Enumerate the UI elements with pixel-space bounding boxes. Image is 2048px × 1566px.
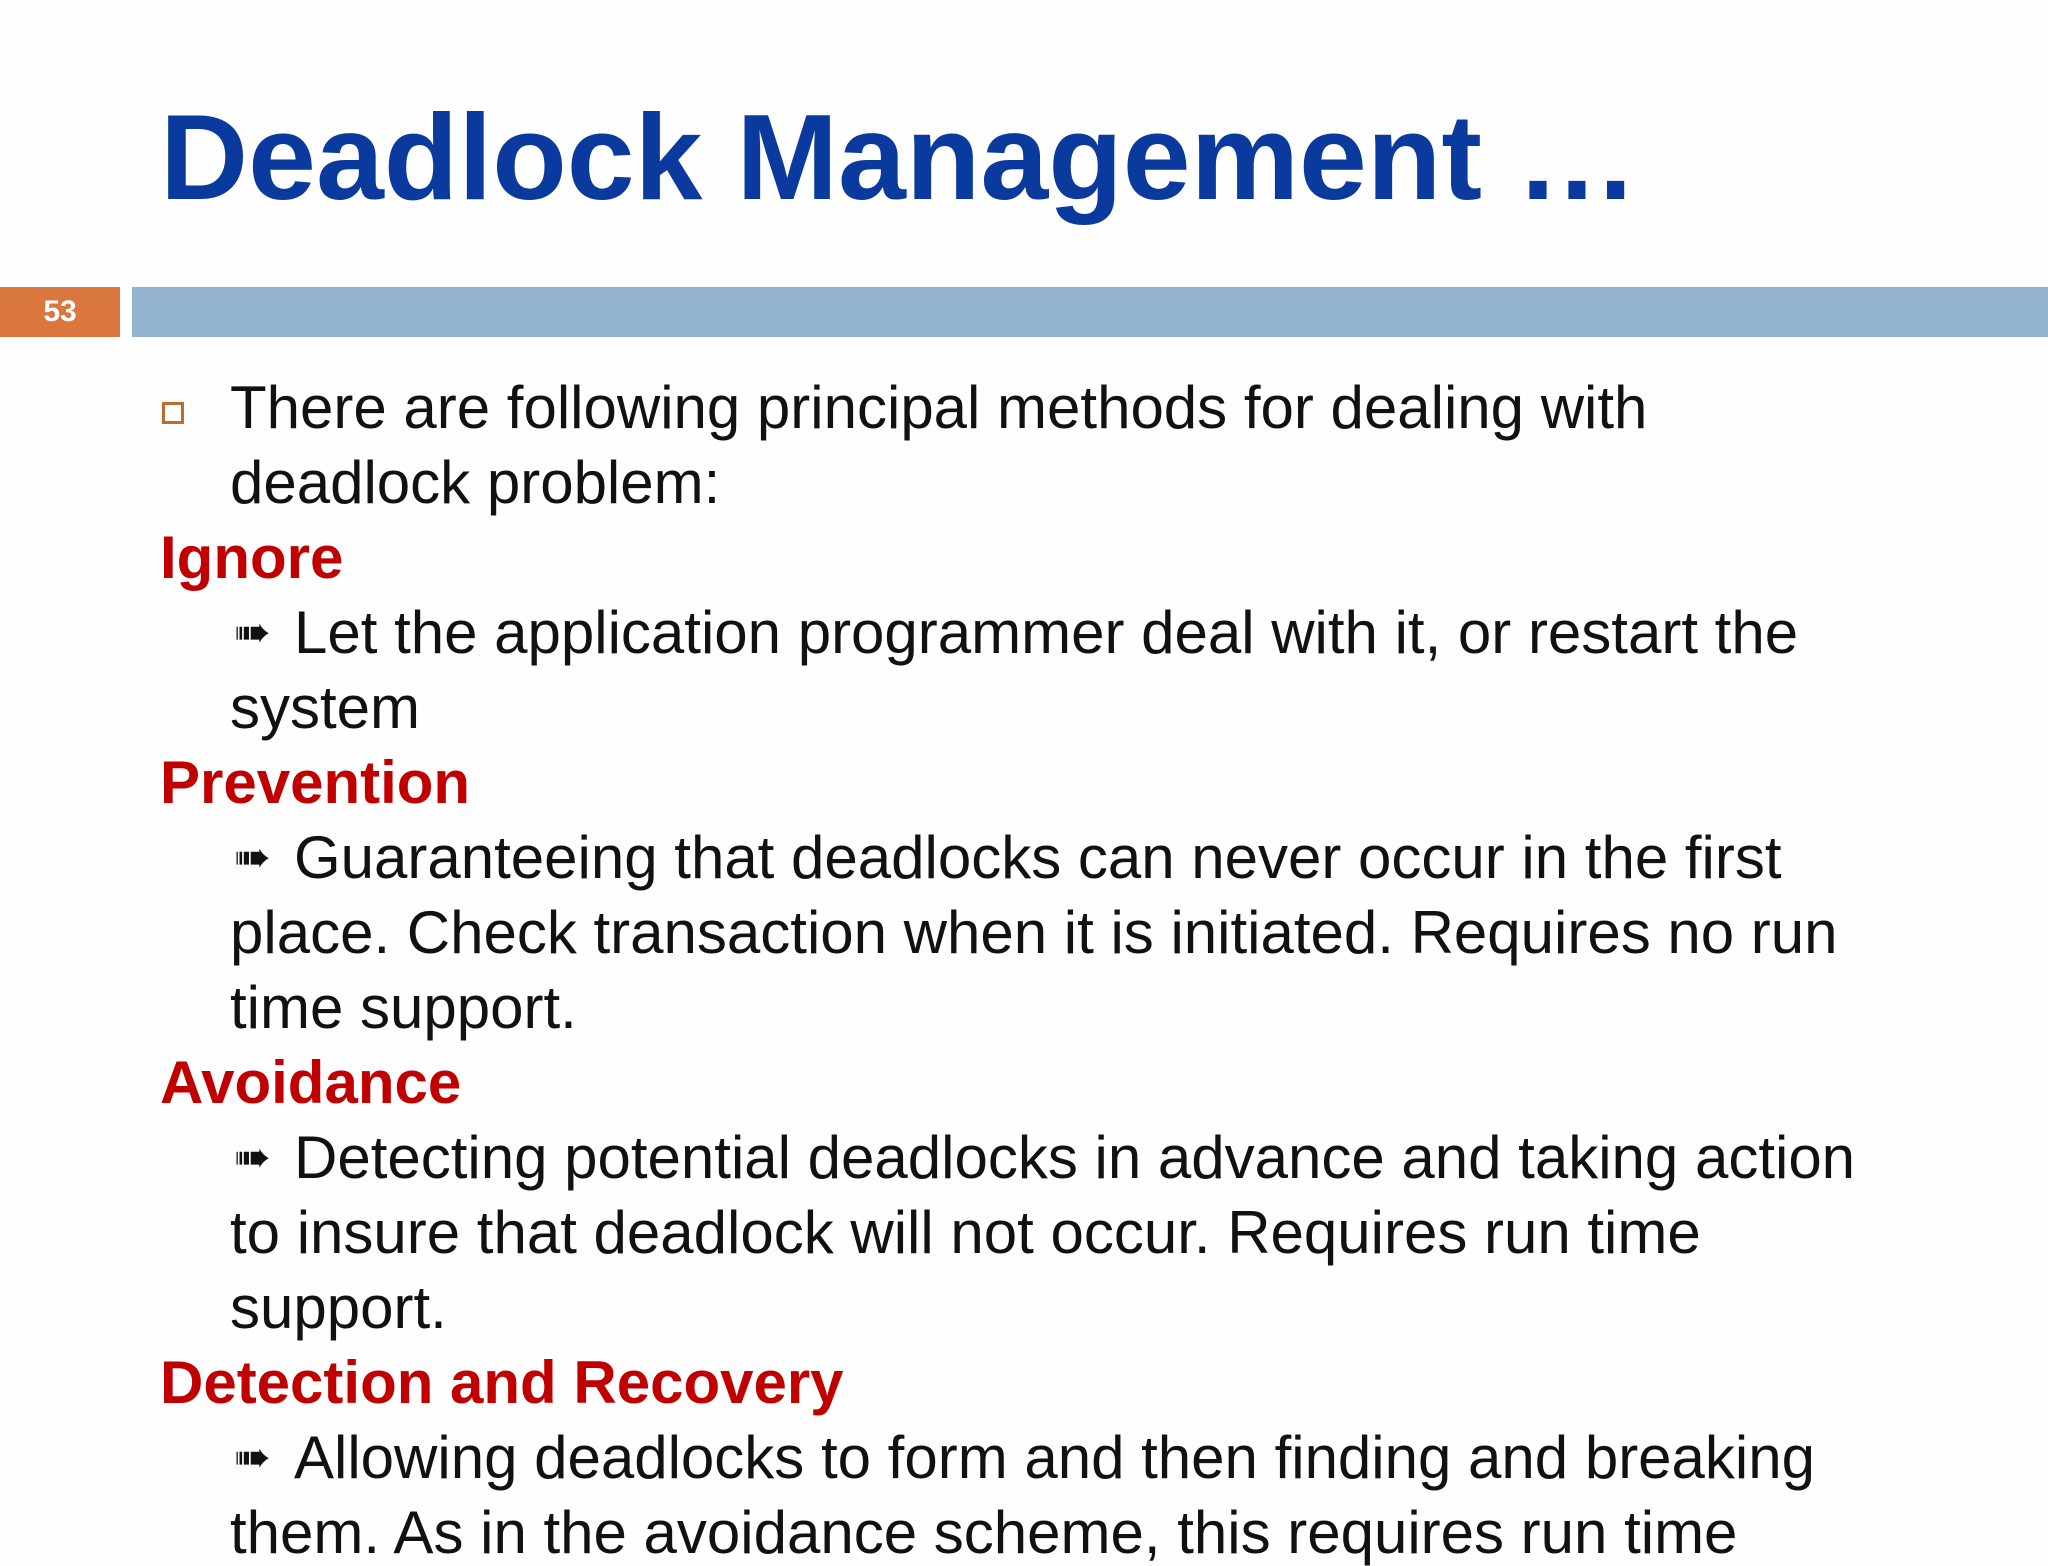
method-description-line: place. Check transaction when it is initiated. Requires no run — [230, 899, 1838, 966]
method-description-line: ➠ Allowing deadlocks to form and then finding and breaking — [234, 1424, 1815, 1491]
method-description-line: ➠ Detecting potential deadlocks in advance and taking action — [234, 1124, 1856, 1191]
method-heading-detection-and-recovery: Detection and Recovery — [160, 1349, 844, 1416]
method-heading-prevention: Prevention — [160, 749, 471, 816]
method-description-line: to insure that deadlock will not occur. Requires run time — [230, 1199, 1701, 1266]
arrow-bullet-icon: ➠ — [234, 1433, 271, 1482]
intro-line: There are following principal methods for dealing with — [230, 374, 1648, 441]
slide-number-badge: 53 — [0, 287, 120, 337]
method-description-line: time support. — [230, 974, 577, 1041]
arrow-bullet-icon: ➠ — [234, 833, 271, 882]
intro-line: deadlock problem: — [230, 449, 721, 516]
method-description-line: ➠ Guaranteeing that deadlocks can never occur in the first — [234, 824, 1782, 891]
square-bullet-icon — [162, 402, 184, 424]
method-heading-ignore: Ignore — [160, 524, 344, 591]
arrow-bullet-icon: ➠ — [234, 1133, 271, 1182]
arrow-bullet-icon: ➠ — [234, 608, 271, 657]
method-description-line: support. — [230, 1274, 447, 1341]
method-description-line: them. As in the avoidance scheme, this requires run time — [230, 1499, 1738, 1566]
slide-title: Deadlock Management … — [160, 89, 1638, 225]
method-description-line: ➠ Let the application programmer deal with it, or restart the — [234, 599, 1799, 666]
method-description-line: system — [230, 674, 421, 741]
method-heading-avoidance: Avoidance — [160, 1049, 462, 1116]
